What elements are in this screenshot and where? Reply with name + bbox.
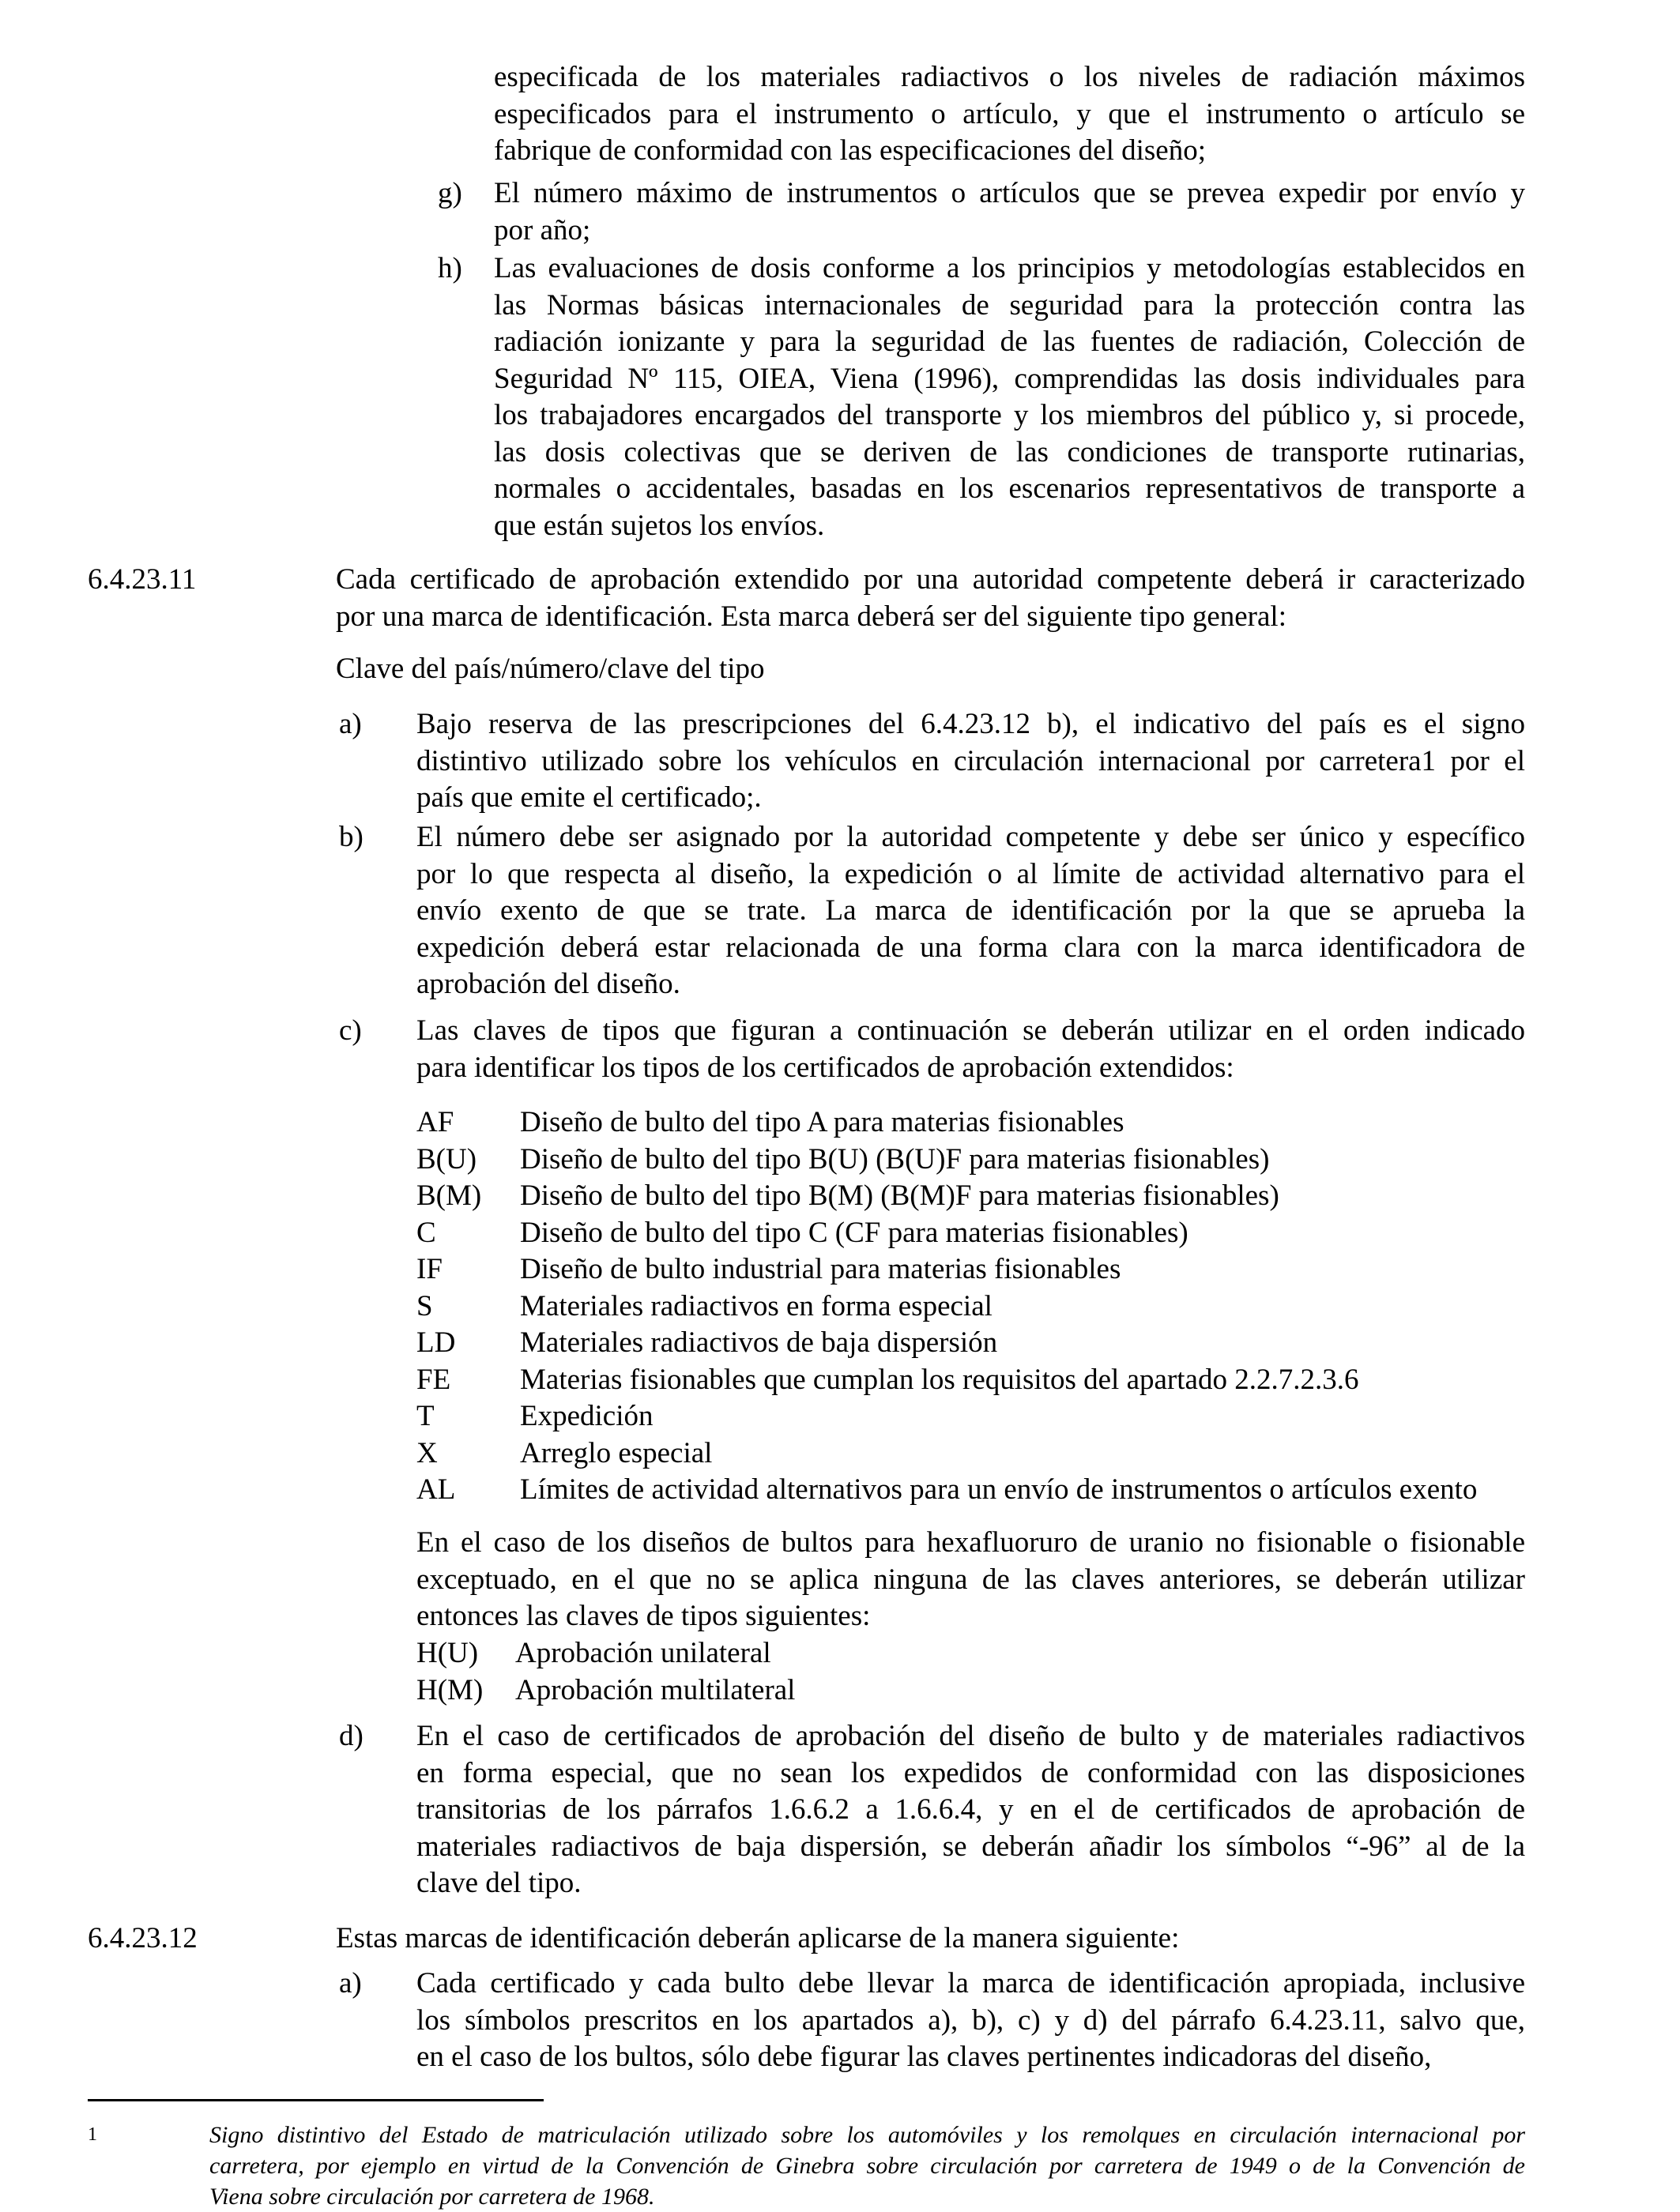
text-line: país que emite el certificado;.	[416, 781, 762, 814]
type-code: B(M)	[416, 1179, 482, 1212]
text-line: en el caso de los bultos, sólo debe figurar las claves pertinentes indicadoras del diseño,	[416, 2041, 1432, 2073]
type-description: Límites de actividad alternativos para un envío de instrumentos o artículos exento	[520, 1473, 1478, 1506]
type-code: B(U)	[416, 1142, 477, 1176]
text-line: Seguridad Nº 115, OIEA, Viena (1996), comprendidas las dosis individuales para	[494, 362, 1525, 395]
type-description: Diseño de bulto industrial para materias fisionables	[520, 1253, 1121, 1285]
text-line: que están sujetos los envíos.	[494, 509, 825, 542]
text-line: los símbolos prescritos en los apartados a), b), c) y d) del párrafo 6.4.23.11, salvo que,	[416, 2003, 1525, 2037]
type-description: Materias fisionables que cumplan los requisitos del apartado 2.2.7.2.3.6	[520, 1363, 1359, 1396]
footnote-line: Signo distintivo del Estado de matriculación utilizado sobre los automóviles y los remolques en circulación internacional por	[209, 2122, 1525, 2148]
type-code: H(U)	[416, 1637, 479, 1669]
text-line: envío exento de que se trate. La marca de identificación por la que se aprueba la	[416, 894, 1525, 927]
type-code: C	[416, 1216, 436, 1249]
type-code: AL	[416, 1473, 456, 1506]
type-description: Arreglo especial	[520, 1436, 713, 1469]
text-line: especificados para el instrumento o artículo, y que el instrumento o artículo se	[494, 97, 1525, 130]
type-code: AF	[416, 1106, 454, 1138]
paragraph-b11	[416, 819, 1525, 1003]
type-code-row	[416, 1435, 1523, 1473]
text-line: exceptuado, en el que no se aplica ninguna de las claves anteriores, se deberán utilizar	[416, 1563, 1525, 1596]
footnote-line: carretera, por ejemplo en virtud de la Convención de Ginebra sobre circulación por carretera de 1949 o de la Convención de	[209, 2153, 1525, 2179]
type-code-row	[416, 1142, 1523, 1179]
text-line: El número debe ser asignado por la autoridad competente y debe ser único y específico	[416, 821, 1525, 853]
item-label: h)	[438, 252, 462, 284]
paragraph-cont	[494, 59, 1525, 170]
text-line: las Normas básicas internacionales de seguridad para la protección contra las	[494, 288, 1525, 322]
text-line: especificada de los materiales radiactivos o los niveles de radiación máximos	[494, 61, 1525, 93]
paragraph-c11	[416, 1013, 1525, 1086]
text-line: radiación ionizante y para la seguridad de las fuentes de radiación, Colección de	[494, 325, 1525, 358]
item-label: a)	[339, 1967, 362, 1999]
text-line: Las evaluaciones de dosis conforme a los principios y metodologías establecidos en	[494, 252, 1525, 284]
type-code: H(M)	[416, 1673, 484, 1706]
text-line: expedición deberá estar relacionada de una forma clara con la marca identificadora de	[416, 931, 1525, 964]
type-description: Aprobación unilateral	[515, 1637, 771, 1669]
text-line: para identificar los tipos de los certificados de aprobación extendidos:	[416, 1051, 1234, 1084]
type-code: FE	[416, 1363, 451, 1396]
type-description: Diseño de bulto del tipo B(U) (B(U)F para materias fisionables)	[520, 1142, 1270, 1176]
text-line: por lo que respecta al diseño, la expedición o al límite de actividad alternativo para el	[416, 857, 1525, 890]
text-line: En el caso de los diseños de bultos para hexafluoruro de uranio no fisionable o fisionable	[416, 1526, 1525, 1559]
type-description: Diseño de bulto del tipo A para materias fisionables	[520, 1106, 1124, 1138]
paragraph-a12	[416, 1966, 1525, 2076]
paragraph-hex	[416, 1525, 1525, 1635]
paragraph-g	[494, 175, 1525, 249]
section-number: 6.4.23.12	[88, 1922, 198, 1954]
type-code-row	[416, 1362, 1523, 1399]
text-line: materiales radiactivos de baja dispersión, se deberán añadir los símbolos “-96” al de la	[416, 1830, 1525, 1863]
item-label: a)	[339, 708, 362, 740]
type-code-row	[416, 1472, 1523, 1509]
paragraph-a11	[416, 706, 1525, 817]
type-code-row	[416, 1635, 1523, 1672]
text-line: normales o accidentales, basadas en los escenarios representativos de transporte a	[494, 472, 1525, 505]
type-description: Diseño de bulto del tipo C (CF para materias fisionables)	[520, 1216, 1188, 1249]
type-description: Expedición	[520, 1400, 654, 1432]
footnote-line: Viena sobre circulación por carretera de 1968.	[209, 2184, 655, 2210]
text-line: Clave del país/número/clave del tipo	[336, 653, 765, 685]
text-line: fabrique de conformidad con las especificaciones del diseño;	[494, 134, 1207, 167]
type-code: IF	[416, 1253, 443, 1285]
text-line: aprobación del diseño.	[416, 968, 680, 1000]
footnote-number: 1	[88, 2124, 97, 2145]
text-line: entonces las claves de tipos siguientes:	[416, 1600, 871, 1632]
item-label: g)	[438, 177, 462, 209]
text-line: Estas marcas de identificación deberán aplicarse de la manera siguiente:	[336, 1922, 1180, 1954]
text-line: Cada certificado y cada bulto debe llevar la marca de identificación apropiada, inclusive	[416, 1967, 1525, 1999]
type-description: Materiales radiactivos en forma especial	[520, 1289, 993, 1322]
type-description: Materiales radiactivos de baja dispersión	[520, 1326, 998, 1359]
type-code-row	[416, 1251, 1523, 1288]
paragraph-s12	[336, 1920, 1525, 1958]
paragraph-h	[494, 250, 1525, 544]
section-number: 6.4.23.11	[88, 563, 197, 596]
type-code-row	[416, 1288, 1523, 1326]
footnote-separator	[88, 2099, 544, 2101]
text-line: las dosis colectivas que se deriven de las condiciones de transporte rutinarias,	[494, 435, 1525, 468]
text-line: Las claves de tipos que figuran a continuación se deberán utilizar en el orden indicado	[416, 1014, 1525, 1047]
type-code-row	[416, 1672, 1523, 1710]
type-code-row	[416, 1398, 1523, 1435]
text-line: Cada certificado de aprobación extendido por una autoridad competente deberá ir caracterizado	[336, 563, 1525, 596]
text-line: El número máximo de instrumentos o artículos que se prevea expedir por envío y	[494, 177, 1525, 209]
type-code: S	[416, 1289, 433, 1322]
type-code: X	[416, 1436, 438, 1469]
text-line: los trabajadores encargados del transporte y los miembros del público y, si procede,	[494, 399, 1525, 431]
type-code-row	[416, 1325, 1523, 1362]
text-line: por año;	[494, 213, 591, 246]
text-line: En el caso de certificados de aprobación del diseño de bulto y de materiales radiactivos	[416, 1720, 1525, 1752]
type-description: Diseño de bulto del tipo B(M) (B(M)F para materias fisionables)	[520, 1179, 1279, 1212]
text-line: por una marca de identificación. Esta marca deberá ser del siguiente tipo general:	[336, 600, 1286, 633]
paragraph-s11	[336, 562, 1525, 635]
text-line: Bajo reserva de las prescripciones del 6.4.23.12 b), el indicativo del país es el signo	[416, 708, 1525, 740]
text-line: clave del tipo.	[416, 1867, 582, 1899]
type-code-row	[416, 1104, 1523, 1142]
text-line: en forma especial, que no sean los expedidos de conformidad con las disposiciones	[416, 1756, 1525, 1789]
type-code-row	[416, 1215, 1523, 1252]
type-description: Aprobación multilateral	[515, 1673, 796, 1706]
type-code: T	[416, 1400, 435, 1432]
item-label: d)	[339, 1720, 363, 1752]
item-label: b)	[339, 821, 363, 853]
item-label: c)	[339, 1014, 362, 1047]
text-line: distintivo utilizado sobre los vehículos en circulación internacional por carretera1 por el	[416, 744, 1525, 777]
type-code-row	[416, 1178, 1523, 1215]
paragraph-d11	[416, 1718, 1525, 1902]
footnote-text	[209, 2120, 1525, 2212]
paragraph-clave	[336, 651, 968, 688]
text-line: transitorias de los párrafos 1.6.6.2 a 1.6.6.4, y en el de certificados de aprobación de	[416, 1793, 1525, 1826]
type-code: LD	[416, 1326, 456, 1359]
